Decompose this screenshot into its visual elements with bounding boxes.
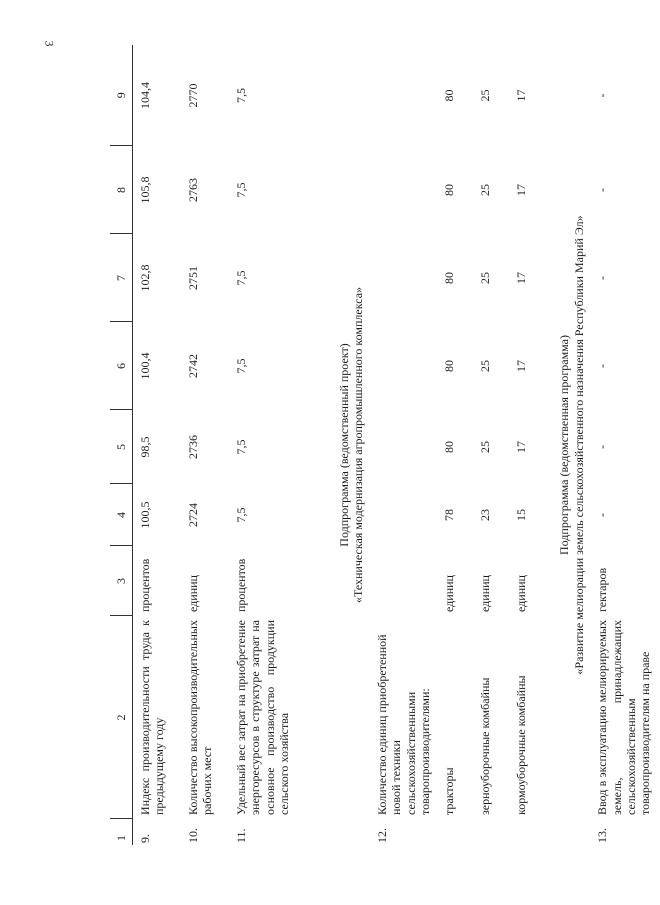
value-cell: - <box>595 93 610 98</box>
value-cell: 80 <box>442 184 457 196</box>
header-cell: 2 <box>110 616 133 819</box>
value-cell <box>370 322 438 410</box>
subprogram-heading <box>545 45 590 845</box>
header-cell: 3 <box>110 546 133 616</box>
row-number <box>437 819 473 845</box>
row-number: 13. <box>595 828 610 843</box>
value-cell: 105,8 <box>138 176 152 204</box>
table-row <box>229 45 325 845</box>
indicator-name: тракторы <box>442 767 457 815</box>
header-cell: 4 <box>110 484 133 546</box>
row-number: 11. <box>234 828 248 843</box>
unit-cell: единиц <box>186 575 200 612</box>
table-row <box>473 45 509 845</box>
value-cell <box>370 45 438 146</box>
value-cell: 17 <box>514 360 529 372</box>
value-cell: 25 <box>478 89 493 102</box>
value-cell: 25 <box>478 360 493 372</box>
table-row <box>370 45 438 845</box>
value-cell: - <box>595 364 610 368</box>
indicator-name: Количество единиц приобретенной новой техники сельскохозяйственными товаропроизводителями: <box>374 634 432 815</box>
subprogram-heading-title: «Техническая модернизация агропромышленного комплекса» <box>351 286 366 604</box>
value-cell <box>370 234 438 322</box>
value-cell: 102,8 <box>138 264 152 292</box>
unit-cell: гектаров <box>595 567 610 612</box>
unit-cell: единиц <box>442 575 457 612</box>
value-cell: 7,5 <box>234 270 248 286</box>
table-row <box>181 45 229 845</box>
value-cell: 23 <box>478 509 493 521</box>
value-cell: 2763 <box>186 178 200 202</box>
indicators-table <box>110 45 660 845</box>
value-cell: 17 <box>514 441 529 453</box>
column-number-header <box>110 45 133 845</box>
rotated-table-page <box>110 45 653 845</box>
page-number: 3 <box>42 40 57 47</box>
value-cell: 25 <box>478 272 493 284</box>
row-number <box>509 819 545 845</box>
value-cell <box>370 410 438 484</box>
indicator-name: Удельный вес затрат на приобретение энергоресурсов в структуре затрат на основное производство продукции сельского хозяйства <box>234 620 292 815</box>
table-row <box>133 45 182 845</box>
value-cell: 25 <box>478 184 493 196</box>
value-cell: 7,5 <box>234 439 248 455</box>
value-cell: 80 <box>442 89 457 102</box>
unit-cell: единиц <box>514 575 529 612</box>
unit-cell: единиц <box>478 575 493 612</box>
row-number: 9. <box>138 834 152 843</box>
header-cell: 1 <box>110 819 133 845</box>
value-cell: 7,5 <box>234 88 248 103</box>
value-cell: 17 <box>514 272 529 284</box>
header-cell: 7 <box>110 234 133 322</box>
value-cell: - <box>595 188 610 192</box>
value-cell: 80 <box>442 441 457 453</box>
value-cell: - <box>595 445 610 449</box>
value-cell: 7,5 <box>234 358 248 374</box>
row-number: 12. <box>374 828 389 843</box>
value-cell: 2736 <box>186 435 200 459</box>
unit-cell: процентов <box>234 558 248 612</box>
subprogram-heading-title: «Развитие мелиорации земель сельскохозяйственного назначения Республики Марий Эл» <box>571 215 586 675</box>
table-row <box>590 45 660 845</box>
header-cell: 8 <box>110 146 133 234</box>
subprogram-heading-line: Подпрограмма (ведомственная программа) <box>557 334 572 556</box>
value-cell: 78 <box>442 509 457 521</box>
row-number <box>473 819 509 845</box>
value-cell: 80 <box>442 272 457 284</box>
value-cell: 100,4 <box>138 352 152 380</box>
header-cell: 9 <box>110 45 133 146</box>
unit-cell: процентов <box>138 558 152 612</box>
value-cell: 2742 <box>186 354 200 378</box>
value-cell: 2724 <box>186 503 200 527</box>
value-cell: 17 <box>514 89 529 102</box>
value-cell: 25 <box>478 441 493 453</box>
table-row <box>437 45 473 845</box>
indicator-name: зерноуборочные комбайны <box>478 677 493 815</box>
subprogram-heading <box>325 45 370 845</box>
indicator-name: Количество высокопроизводительных рабочих мест <box>186 620 215 815</box>
value-cell: - <box>595 276 610 280</box>
value-cell: 17 <box>514 184 529 196</box>
value-cell: 2770 <box>186 83 200 108</box>
value-cell: 104,4 <box>138 82 152 109</box>
value-cell <box>370 484 438 546</box>
unit-cell <box>370 546 438 616</box>
header-cell: 5 <box>110 410 133 484</box>
value-cell: 98,5 <box>138 436 152 458</box>
value-cell <box>370 146 438 234</box>
header-cell: 6 <box>110 322 133 410</box>
value-cell: 80 <box>442 360 457 372</box>
value-cell: - <box>595 513 610 517</box>
value-cell: 7,5 <box>234 507 248 523</box>
section-heading-row <box>325 45 370 845</box>
section-heading-row <box>545 45 590 845</box>
value-cell: 15 <box>514 509 529 521</box>
subprogram-heading-line: Подпрограмма (ведомственный проект) <box>337 343 351 547</box>
indicator-name: кормоуборочные комбайны <box>514 675 529 815</box>
indicator-name: Индекс производительности труда к предыдущему году <box>138 620 167 815</box>
table-row <box>509 45 545 845</box>
row-number: 10. <box>186 828 200 843</box>
indicator-name: Ввод в эксплуатацию мелиорируемых земель, принадлежащих сельскохозяйственным товаропроизводителям на праве <box>595 620 653 815</box>
value-cell: 100,5 <box>138 501 152 529</box>
value-cell: 2751 <box>186 266 200 290</box>
value-cell: 7,5 <box>234 182 248 198</box>
